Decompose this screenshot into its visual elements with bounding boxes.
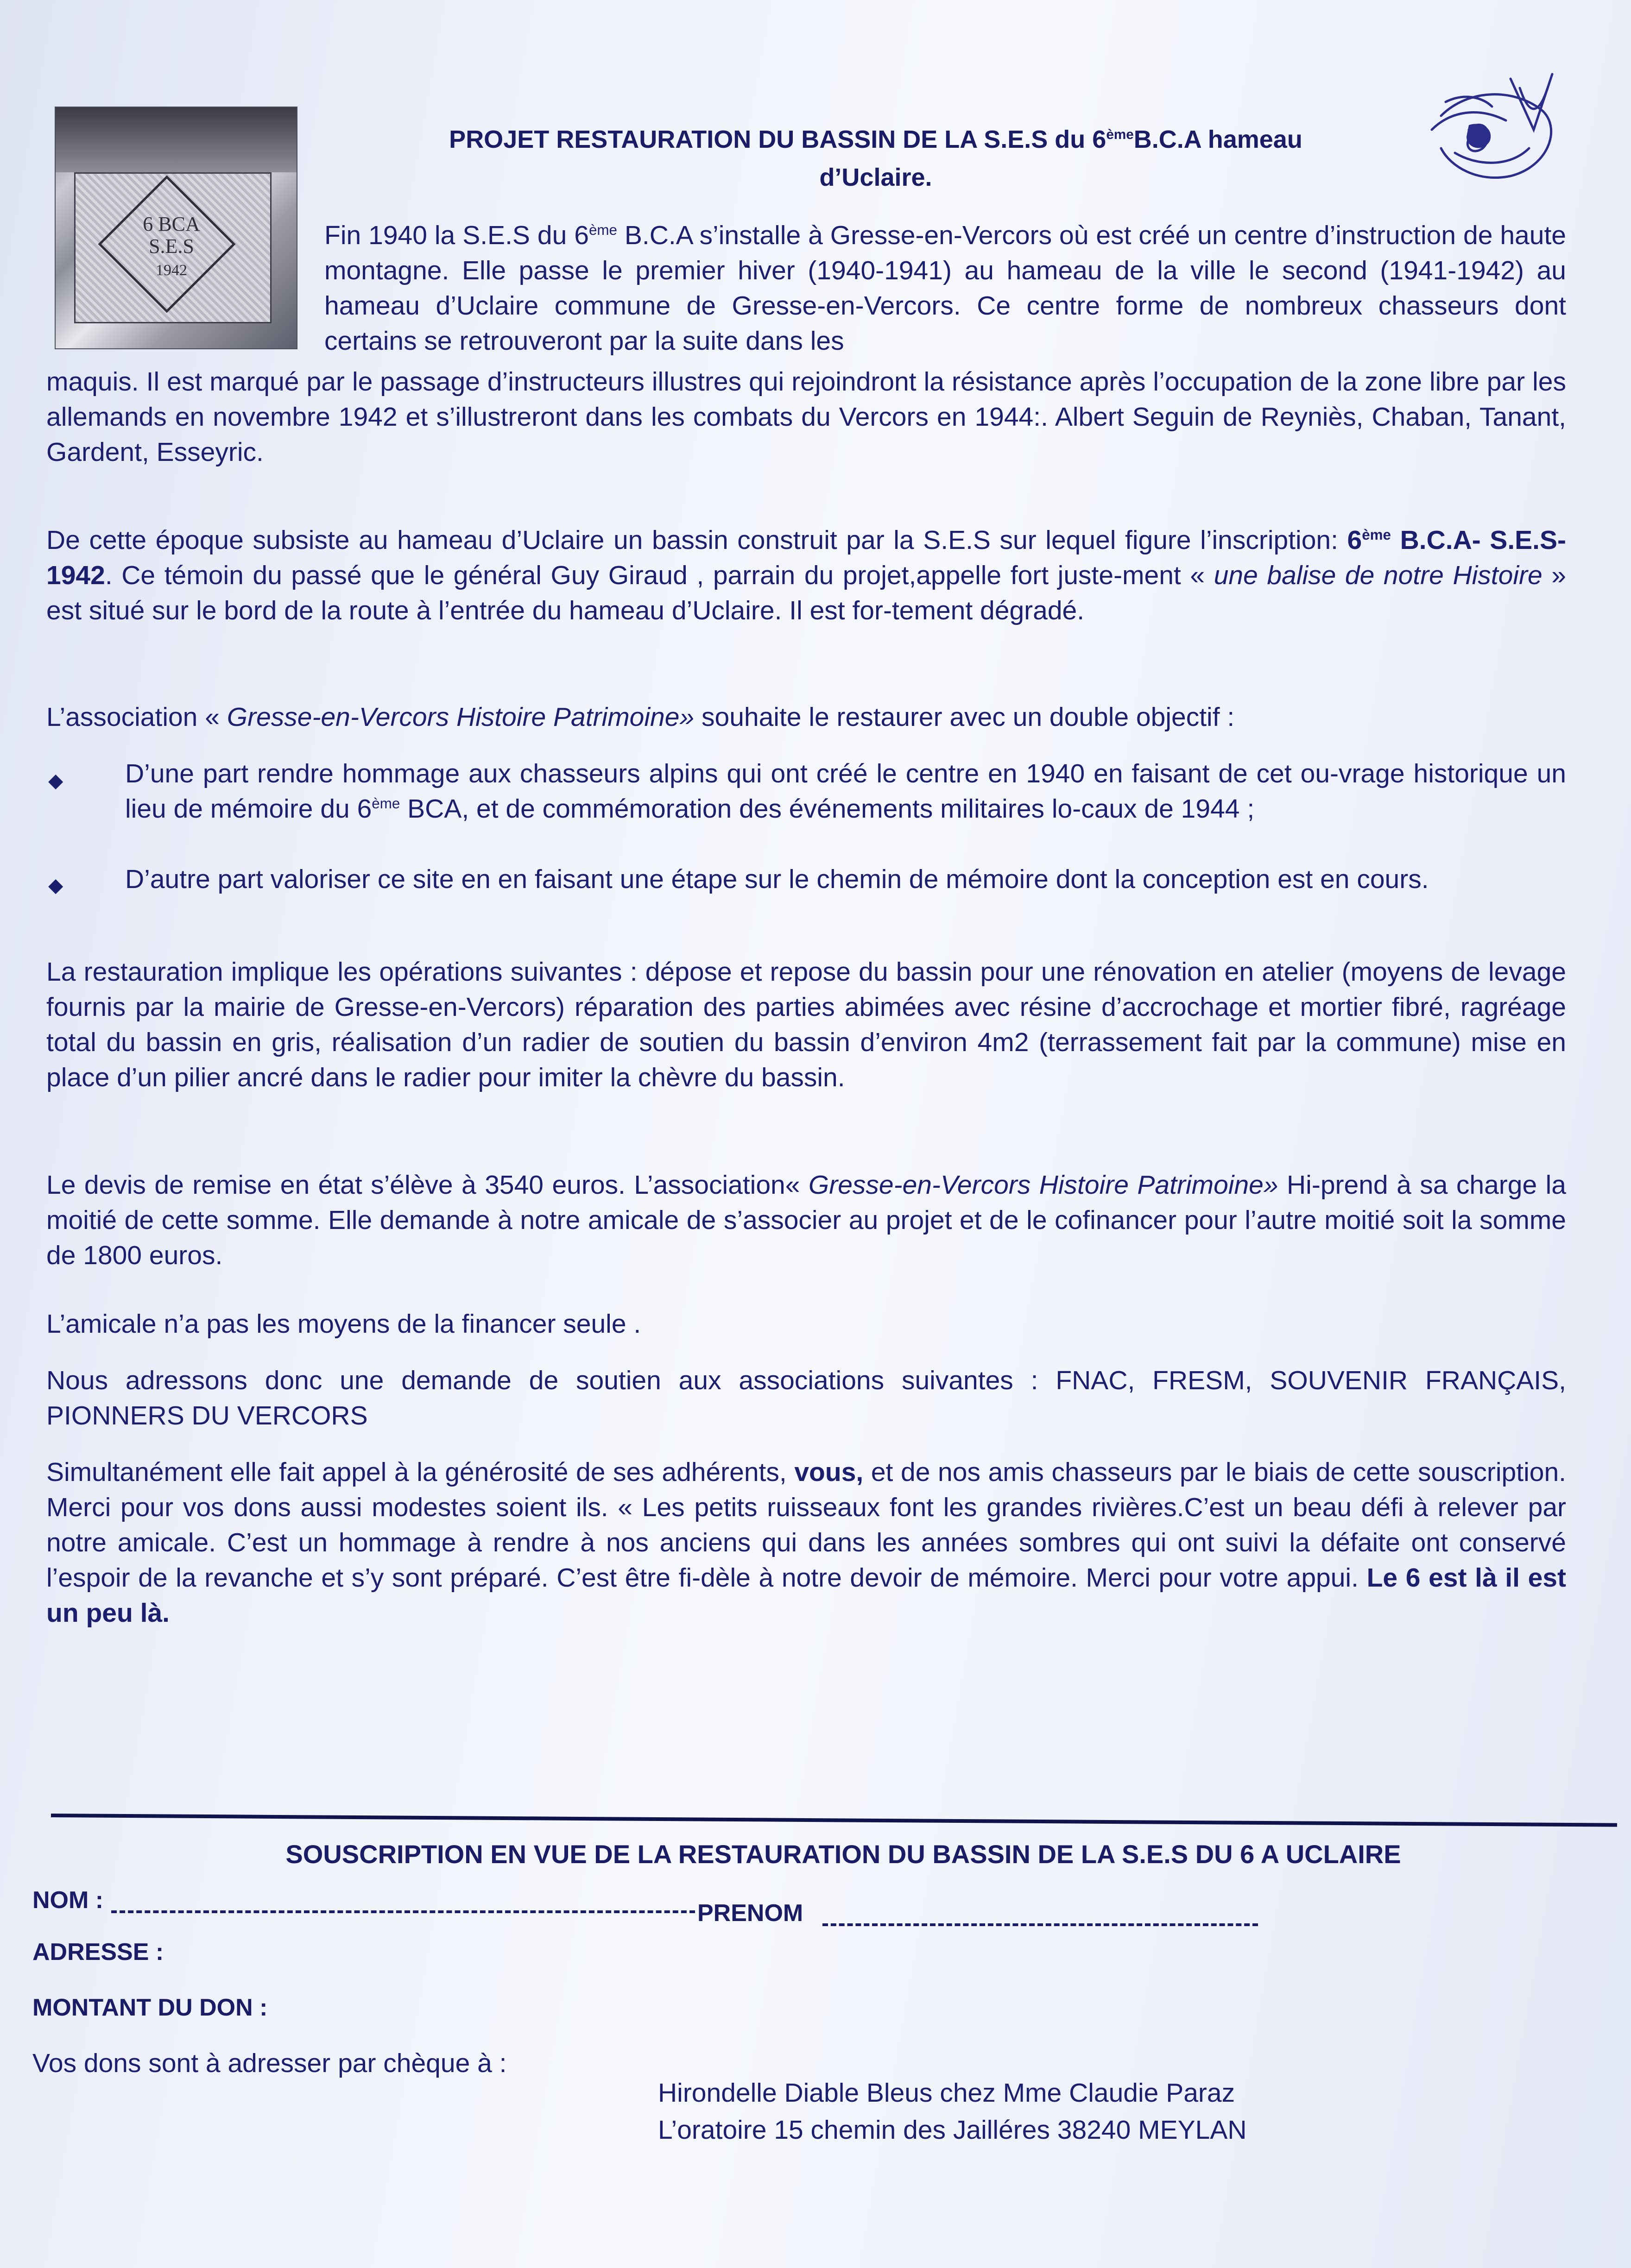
bullet-diamond-icon: ◆ xyxy=(48,769,63,791)
basin-paragraph: De cette époque subsiste au hameau d’Uclaire un bassin construit par la S.E.S sur lequel figure l’inscription: 6ème B.C.A- S.E.S-1942. Ce témoin du passé que le général Guy Giraud , parrain du projet,appelle fort juste-ment « une balise de notre Histoire » est situé sur le bord de la route à l’entrée du hameau d’Uclaire. Il est for-tement dégradé. xyxy=(46,525,1567,625)
amicale-paragraph: L’amicale n’a pas les moyens de la financer seule . xyxy=(46,1309,641,1339)
quote-paragraph: Le devis de remise en état s’élève à 3540 euros. L’association« Gresse-en-Vercors Histoire Patrimoine» Hi-prend à sa charge la moitié de cette somme. Elle demande à notre amicale de s’associer au projet et de le cofinancer pour l’autre moitié soit la somme de 1800 euros. xyxy=(46,1170,1567,1270)
document-title: PROJET RESTAURATION DU BASSIN DE LA S.E.S du 6èmeB.C.A hameau d’Uclaire. xyxy=(449,126,1302,191)
objective-item-2: D’autre part valoriser ce site en en faisant une étape sur le chemin de mémoire dont la conception est en cours. xyxy=(125,864,1429,894)
prenom-field-line[interactable] xyxy=(822,1923,1258,1926)
nom-field-line[interactable] xyxy=(111,1910,695,1913)
recipient-name: Hirondelle Diable Bleus chez Mme Claudie Paraz xyxy=(658,2078,1235,2108)
basin-photo xyxy=(55,107,297,349)
montant-label: MONTANT DU DON : xyxy=(32,1994,268,2021)
restoration-paragraph: La restauration implique les opérations suivantes : dépose et repose du bassin pour une rénovation en atelier (moyens de levage fournis par la mairie de Gresse-en-Vercors) réparation des parties abimées avec résine d’accrochage et mortier fibré, ragréage total du bassin en gris, réalisation d’un radier de soutien du bassin d’environ 4m2 (terrassement fait par la commune) mise en place d’un pilier ancré dans le radier pour imiter la chèvre du bassin. xyxy=(46,957,1566,1092)
payment-instruction: Vos dons sont à adresser par chèque à : xyxy=(32,2048,507,2078)
photo-text-line2: S.E.S xyxy=(149,235,194,258)
appeal-paragraph: Simultanément elle fait appel à la générosité de ses adhérents, vous, et de nos amis chasseurs par le biais de cette souscription. Merci pour vos dons aussi modestes soient ils. « Les petits ruisseaux font les grandes rivières.C’est un beau défi à relever par notre amicale. C’est un hommage à rendre à nos anciens qui dans les années sombres qui ont suivi la défaite ont conservé l’espoir de la revanche et s’y sont préparé. C’est être fi-dèle à notre devoir de mémoire. Merci pour votre appui. Le 6 est là il est un peu là. xyxy=(46,1457,1566,1628)
support-request-paragraph: Nous adressons donc une demande de soutien aux associations suivantes : FNAC, FRESM, SOUVENIR FRANÇAIS, PIONNERS DU VERCORS xyxy=(46,1366,1566,1430)
nom-label: NOM : xyxy=(32,1887,104,1914)
prenom-label: PRENOM xyxy=(697,1900,803,1927)
objective-item-1: D’une part rendre hommage aux chasseurs alpins qui ont créé le centre en 1940 en faisant de cet ou-vrage historique un lieu de mémoire du 6ème BCA, et de commémoration des événements militaires lo-caux de 1944 ; xyxy=(125,759,1566,824)
association-paragraph: L’association « Gresse-en-Vercors Histoire Patrimoine» souhaite le restaurer avec un double objectif : xyxy=(46,702,1235,732)
photo-top-shadow xyxy=(56,107,297,172)
separator-line xyxy=(51,1814,1617,1827)
photo-text-line3: 1942 xyxy=(156,262,187,279)
subscription-form-title: SOUSCRIPTION EN VUE DE LA RESTAURATION DU BASSIN DE LA S.E.S DU 6 A UCLAIRE xyxy=(285,1840,1401,1869)
intro-paragraph-part2: maquis. Il est marqué par le passage d’instructeurs illustres qui rejoindront la résistance après l’occupation de la zone libre par les allemands en novembre 1942 et s’illustreront dans les combats du Vercors en 1944:. Albert Seguin de Reyniès, Chaban, Tanant, Gardent, Esseyric. xyxy=(46,367,1566,467)
photo-text-line1: 6 BCA xyxy=(143,213,200,235)
intro-paragraph-part1: Fin 1940 la S.E.S du 6ème B.C.A s’installe à Gresse-en-Vercors où est créé un centre d’instruction de haute montagne. Elle passe le premier hiver (1940-1941) au hameau de la ville le second (1941-1942) au hameau d’Uclaire commune de Gresse-en-Vercors. Ce centre forme de nombreux chasseurs dont certains se retrouveront par la suite dans les xyxy=(324,220,1566,356)
bullet-diamond-icon: ◆ xyxy=(48,874,63,896)
adresse-label: ADRESSE : xyxy=(32,1939,164,1966)
recipient-address: L’oratoire 15 chemin des Jailléres 38240 MEYLAN xyxy=(658,2115,1247,2145)
